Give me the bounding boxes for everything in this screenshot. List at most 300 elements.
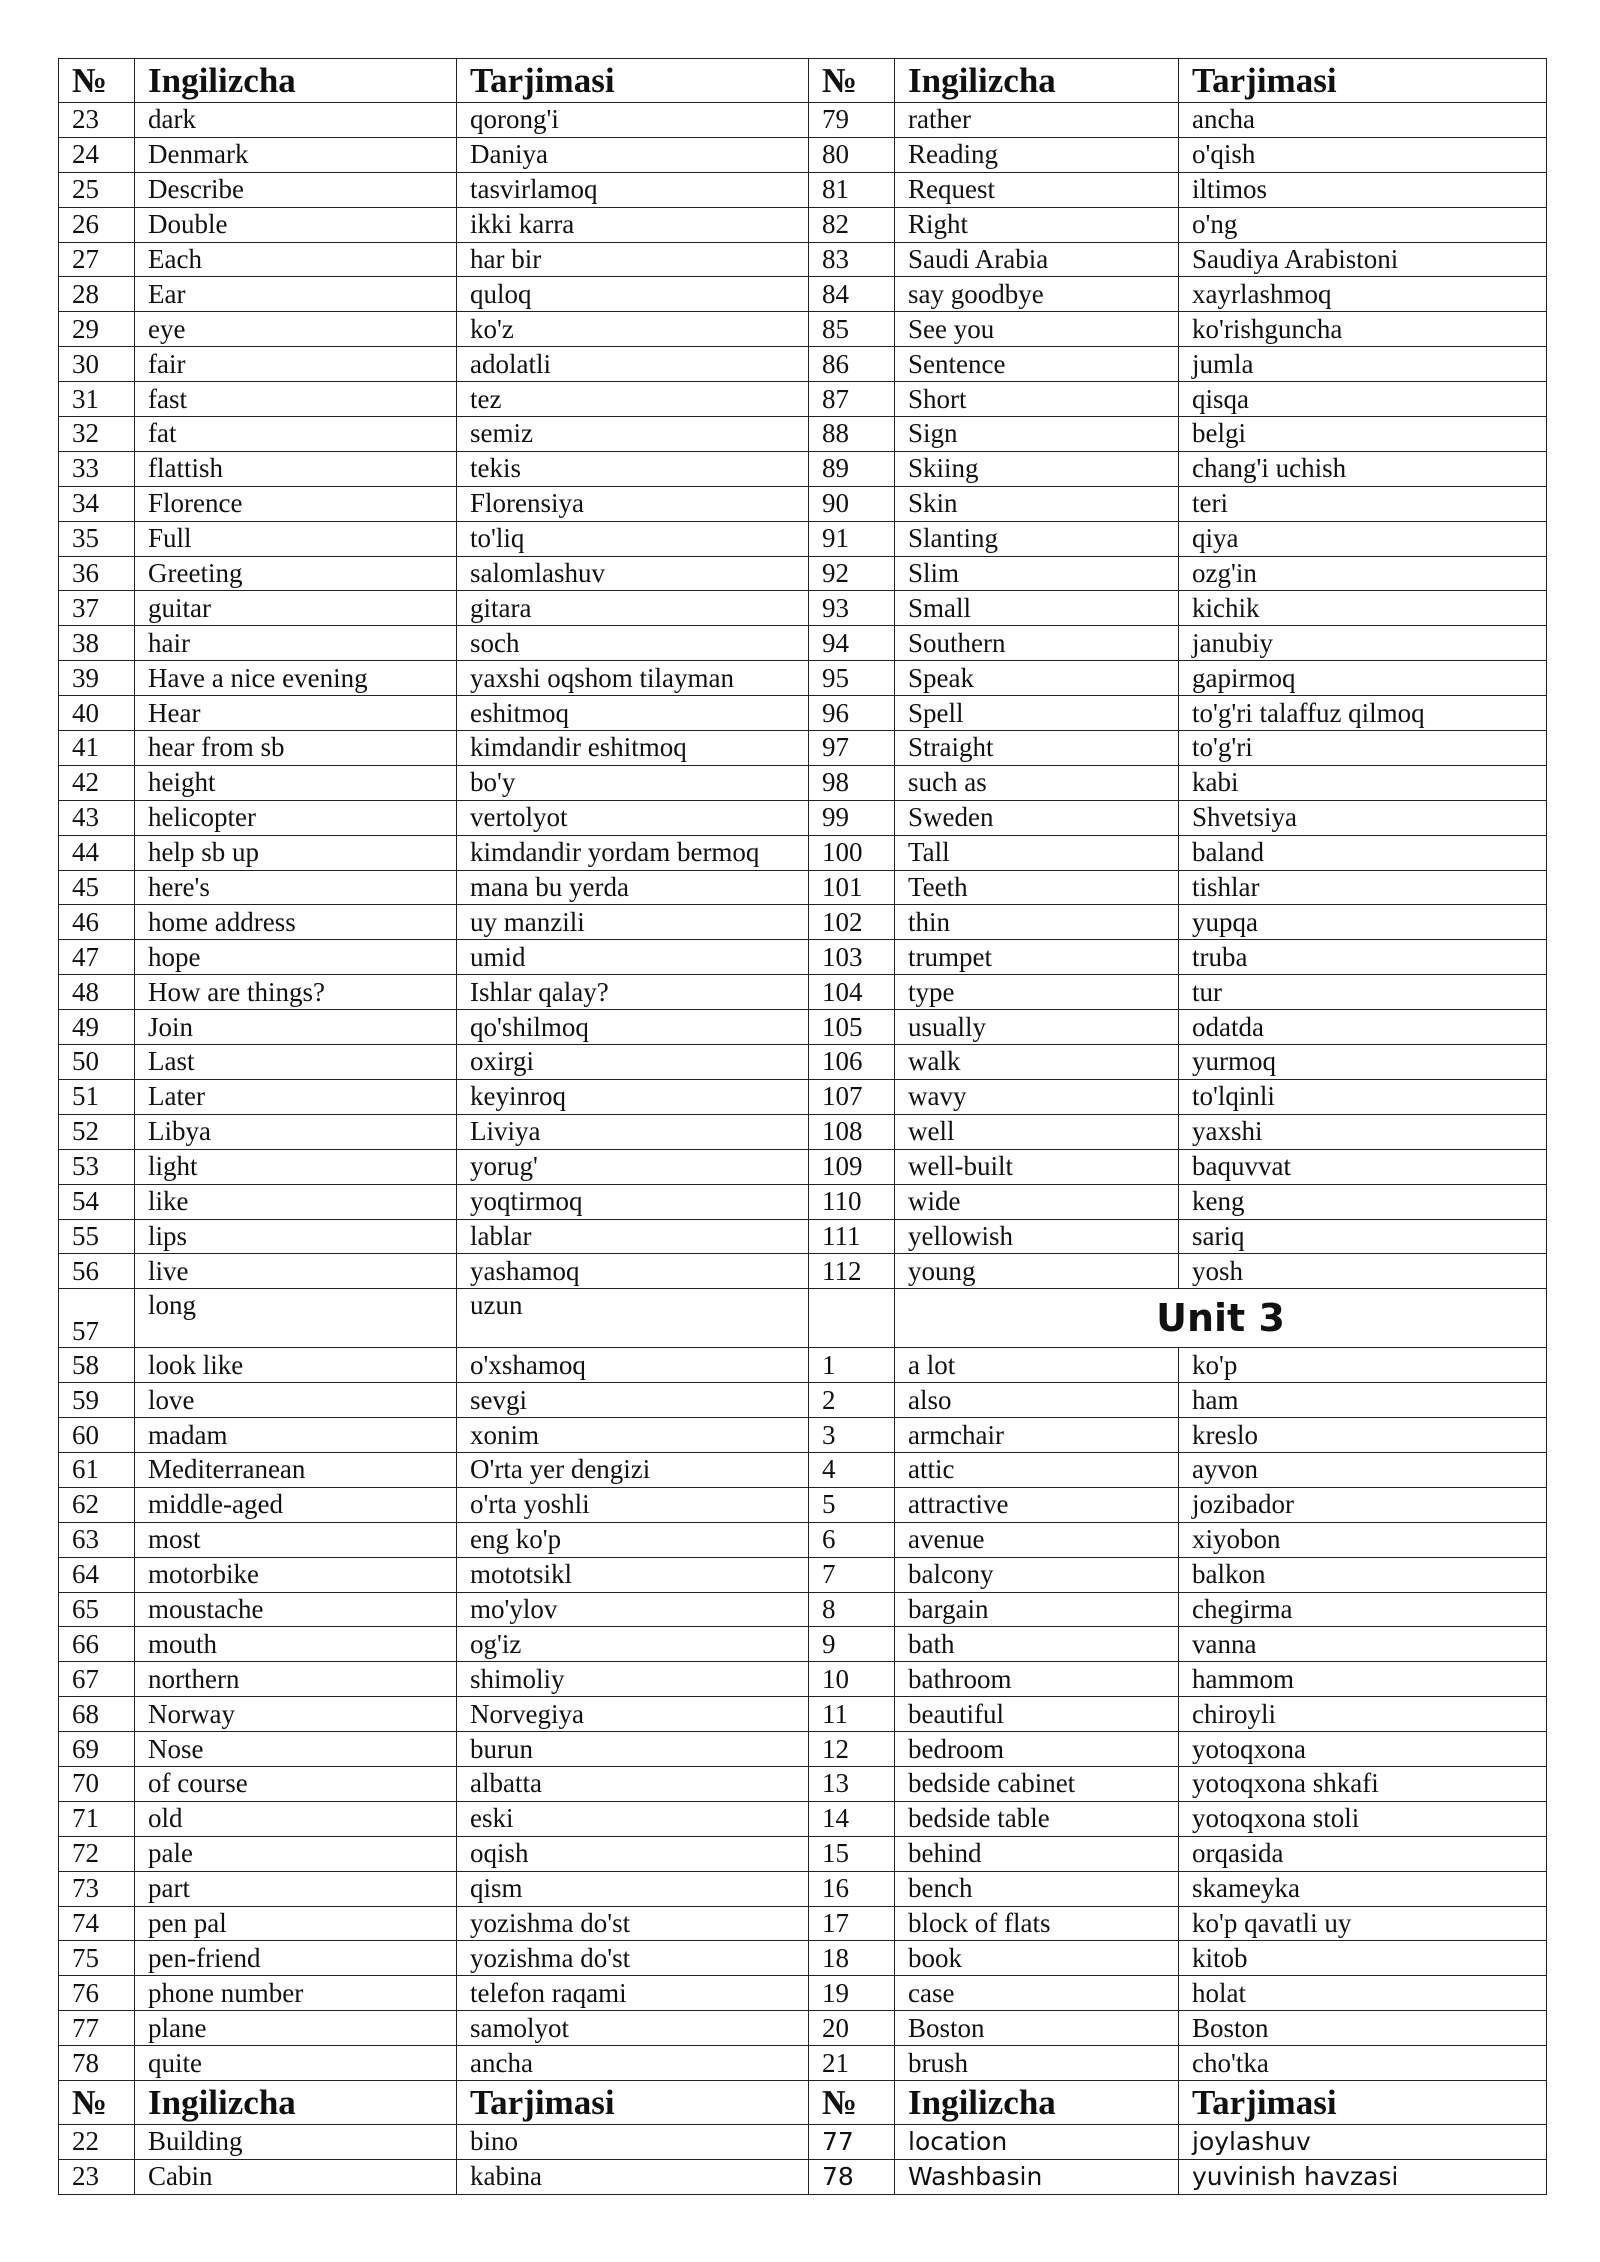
right-english-word: case xyxy=(895,1976,1179,2011)
left-translation: yorug' xyxy=(457,1149,809,1184)
right-translation: balkon xyxy=(1179,1557,1547,1592)
right-translation: joylashuv xyxy=(1179,2124,1547,2159)
left-english-word: eye xyxy=(135,312,457,347)
left-number-cell: 63 xyxy=(59,1522,135,1557)
table-row xyxy=(59,382,1547,417)
table-row xyxy=(59,835,1547,870)
left-translation: tasvirlamoq xyxy=(457,172,809,207)
right-translation: yotoqxona shkafi xyxy=(1179,1766,1547,1801)
left-english-word: hope xyxy=(135,940,457,975)
left-number-cell: 77 xyxy=(59,2011,135,2046)
right-translation: hammom xyxy=(1179,1662,1547,1697)
right-translation: qiya xyxy=(1179,521,1547,556)
table-row xyxy=(59,242,1547,277)
table-row xyxy=(59,765,1547,800)
left-number-cell: 32 xyxy=(59,417,135,452)
left-english-word: Last xyxy=(135,1045,457,1080)
right-number-cell: 102 xyxy=(809,905,895,940)
left-number-cell: 76 xyxy=(59,1976,135,2011)
right-number-cell: 109 xyxy=(809,1149,895,1184)
right-translation: Shvetsiya xyxy=(1179,800,1547,835)
left-english-word: like xyxy=(135,1184,457,1219)
right-number-cell: 14 xyxy=(809,1801,895,1836)
left-translation: uy manzili xyxy=(457,905,809,940)
right-english-word: armchair xyxy=(895,1418,1179,1453)
left-number-cell: 47 xyxy=(59,940,135,975)
left-translation: gitara xyxy=(457,591,809,626)
left-english-word: fair xyxy=(135,347,457,382)
left-english-word: moustache xyxy=(135,1592,457,1627)
left-number-cell: 37 xyxy=(59,591,135,626)
left-english-word: motorbike xyxy=(135,1557,457,1592)
right-number-cell: 17 xyxy=(809,1906,895,1941)
right-english-word: thin xyxy=(895,905,1179,940)
right-number-cell: 77 xyxy=(809,2124,895,2159)
left-translation: vertolyot xyxy=(457,800,809,835)
right-number-cell: 20 xyxy=(809,2011,895,2046)
left-translation: uzun xyxy=(457,1289,809,1348)
left-number-cell: 67 xyxy=(59,1662,135,1697)
left-translation: yoqtirmoq xyxy=(457,1184,809,1219)
right-translation: kabi xyxy=(1179,765,1547,800)
left-translation: shimoliy xyxy=(457,1662,809,1697)
right-number-cell: 6 xyxy=(809,1522,895,1557)
right-english-word: rather xyxy=(895,103,1179,138)
right-number-cell: 97 xyxy=(809,731,895,766)
right-translation: ko'rishguncha xyxy=(1179,312,1547,347)
right-english-word: Slanting xyxy=(895,521,1179,556)
right-english-word: young xyxy=(895,1254,1179,1289)
right-english-word: usually xyxy=(895,1010,1179,1045)
right-translation: teri xyxy=(1179,486,1547,521)
left-number-cell: 56 xyxy=(59,1254,135,1289)
header-translation-left: Tarjimasi xyxy=(457,59,809,103)
left-translation: semiz xyxy=(457,417,809,452)
table-row xyxy=(59,2159,1547,2194)
left-translation: ko'z xyxy=(457,312,809,347)
left-english-word: pen pal xyxy=(135,1906,457,1941)
right-translation: baland xyxy=(1179,835,1547,870)
left-english-word: live xyxy=(135,1254,457,1289)
left-english-word: Libya xyxy=(135,1114,457,1149)
left-number-cell: 23 xyxy=(59,2159,135,2194)
left-english-word: guitar xyxy=(135,591,457,626)
left-english-word: pale xyxy=(135,1836,457,1871)
table-row xyxy=(59,312,1547,347)
right-english-word: brush xyxy=(895,2046,1179,2081)
left-translation: qorong'i xyxy=(457,103,809,138)
left-number-cell: 65 xyxy=(59,1592,135,1627)
right-english-word: Speak xyxy=(895,661,1179,696)
left-translation: eski xyxy=(457,1801,809,1836)
right-number-cell: 21 xyxy=(809,2046,895,2081)
left-english-word: Double xyxy=(135,207,457,242)
right-translation: chegirma xyxy=(1179,1592,1547,1627)
table-row xyxy=(59,800,1547,835)
right-translation: yotoqxona stoli xyxy=(1179,1801,1547,1836)
right-translation: xayrlashmoq xyxy=(1179,277,1547,312)
left-number-cell: 29 xyxy=(59,312,135,347)
table-row xyxy=(59,2046,1547,2081)
right-number-cell: 93 xyxy=(809,591,895,626)
left-number-cell: 62 xyxy=(59,1487,135,1522)
right-number-cell: 107 xyxy=(809,1079,895,1114)
right-number-cell: 95 xyxy=(809,661,895,696)
left-translation: o'rta yoshli xyxy=(457,1487,809,1522)
table-row xyxy=(59,1348,1547,1383)
left-english-word: Join xyxy=(135,1010,457,1045)
right-number-cell: 89 xyxy=(809,451,895,486)
right-english-word: Spell xyxy=(895,696,1179,731)
table-row xyxy=(59,905,1547,940)
table-row xyxy=(59,1184,1547,1219)
right-translation: to'g'ri talaffuz qilmoq xyxy=(1179,696,1547,731)
right-number-cell: 9 xyxy=(809,1627,895,1662)
table-row xyxy=(59,207,1547,242)
right-number-cell: 79 xyxy=(809,103,895,138)
table-row xyxy=(59,1906,1547,1941)
right-english-word: balcony xyxy=(895,1557,1179,1592)
right-translation: ayvon xyxy=(1179,1452,1547,1487)
left-translation: kabina xyxy=(457,2159,809,2194)
left-number-cell: 35 xyxy=(59,521,135,556)
right-english-word: trumpet xyxy=(895,940,1179,975)
table-row xyxy=(59,1766,1547,1801)
right-translation: yotoqxona xyxy=(1179,1732,1547,1767)
left-number-cell: 48 xyxy=(59,975,135,1010)
table-row xyxy=(59,1219,1547,1254)
left-translation: adolatli xyxy=(457,347,809,382)
table-row xyxy=(59,2124,1547,2159)
left-number-cell: 22 xyxy=(59,2124,135,2159)
left-translation: yozishma do'st xyxy=(457,1941,809,1976)
right-english-word: See you xyxy=(895,312,1179,347)
left-translation: to'liq xyxy=(457,521,809,556)
right-number-cell: 99 xyxy=(809,800,895,835)
right-english-word: bedroom xyxy=(895,1732,1179,1767)
left-translation: tekis xyxy=(457,451,809,486)
left-english-word: northern xyxy=(135,1662,457,1697)
left-english-word: light xyxy=(135,1149,457,1184)
right-number-cell: 84 xyxy=(809,277,895,312)
left-translation: oqish xyxy=(457,1836,809,1871)
left-number-cell: 55 xyxy=(59,1219,135,1254)
right-translation: kreslo xyxy=(1179,1418,1547,1453)
table-row xyxy=(59,1079,1547,1114)
table-row xyxy=(59,1871,1547,1906)
left-number-cell: 33 xyxy=(59,451,135,486)
table-row xyxy=(59,1289,1547,1348)
right-number-cell: 2 xyxy=(809,1383,895,1418)
right-translation: skameyka xyxy=(1179,1871,1547,1906)
right-english-word: Small xyxy=(895,591,1179,626)
right-english-word: Straight xyxy=(895,731,1179,766)
left-translation: Liviya xyxy=(457,1114,809,1149)
left-english-word: part xyxy=(135,1871,457,1906)
left-number-cell: 52 xyxy=(59,1114,135,1149)
right-translation: baquvvat xyxy=(1179,1149,1547,1184)
left-english-word: Hear xyxy=(135,696,457,731)
left-english-word: Each xyxy=(135,242,457,277)
header-english-right: Ingilizcha xyxy=(895,2080,1179,2124)
left-number-cell: 23 xyxy=(59,103,135,138)
right-english-word: bedside table xyxy=(895,1801,1179,1836)
left-english-word: Later xyxy=(135,1079,457,1114)
right-number-cell: 86 xyxy=(809,347,895,382)
left-number-cell: 24 xyxy=(59,137,135,172)
right-english-word: bathroom xyxy=(895,1662,1179,1697)
left-number-cell: 59 xyxy=(59,1383,135,1418)
left-number-cell: 44 xyxy=(59,835,135,870)
left-number-cell: 66 xyxy=(59,1627,135,1662)
right-english-word: attractive xyxy=(895,1487,1179,1522)
right-number-cell: 18 xyxy=(809,1941,895,1976)
left-number-cell: 50 xyxy=(59,1045,135,1080)
left-english-word: love xyxy=(135,1383,457,1418)
left-number-cell: 46 xyxy=(59,905,135,940)
right-number-cell: 94 xyxy=(809,626,895,661)
right-translation: yurmoq xyxy=(1179,1045,1547,1080)
left-translation: eshitmoq xyxy=(457,696,809,731)
table-row xyxy=(59,137,1547,172)
right-english-word: Boston xyxy=(895,2011,1179,2046)
left-number-cell: 57 xyxy=(59,1289,135,1348)
right-number-cell: 12 xyxy=(809,1732,895,1767)
right-english-word: Short xyxy=(895,382,1179,417)
right-translation: ozg'in xyxy=(1179,556,1547,591)
left-number-cell: 71 xyxy=(59,1801,135,1836)
table-row xyxy=(59,940,1547,975)
table-row xyxy=(59,1732,1547,1767)
right-number-cell: 112 xyxy=(809,1254,895,1289)
table-row xyxy=(59,1149,1547,1184)
left-translation: xonim xyxy=(457,1418,809,1453)
right-translation: jozibador xyxy=(1179,1487,1547,1522)
right-translation: ancha xyxy=(1179,103,1547,138)
left-number-cell: 75 xyxy=(59,1941,135,1976)
right-english-word: Right xyxy=(895,207,1179,242)
table-row xyxy=(59,556,1547,591)
left-english-word: How are things? xyxy=(135,975,457,1010)
left-english-word: plane xyxy=(135,2011,457,2046)
left-number-cell: 74 xyxy=(59,1906,135,1941)
right-translation: holat xyxy=(1179,1976,1547,2011)
left-english-word: home address xyxy=(135,905,457,940)
left-number-cell: 69 xyxy=(59,1732,135,1767)
right-translation: orqasida xyxy=(1179,1836,1547,1871)
left-translation: eng ko'p xyxy=(457,1522,809,1557)
table-row xyxy=(59,1522,1547,1557)
right-number-cell: 111 xyxy=(809,1219,895,1254)
right-english-word: behind xyxy=(895,1836,1179,1871)
left-translation: har bir xyxy=(457,242,809,277)
table-row xyxy=(59,277,1547,312)
right-translation: chang'i uchish xyxy=(1179,451,1547,486)
table-row xyxy=(59,1836,1547,1871)
table-row xyxy=(59,1557,1547,1592)
left-english-word: Full xyxy=(135,521,457,556)
left-english-word: flattish xyxy=(135,451,457,486)
left-english-word: middle-aged xyxy=(135,1487,457,1522)
left-translation: og'iz xyxy=(457,1627,809,1662)
right-number-cell xyxy=(809,1289,895,1348)
right-number-cell: 1 xyxy=(809,1348,895,1383)
left-translation: oxirgi xyxy=(457,1045,809,1080)
right-number-cell: 100 xyxy=(809,835,895,870)
right-number-cell: 80 xyxy=(809,137,895,172)
right-english-word: beautiful xyxy=(895,1697,1179,1732)
right-english-word: a lot xyxy=(895,1348,1179,1383)
header-num-left: № xyxy=(59,2080,135,2124)
left-english-word: Greeting xyxy=(135,556,457,591)
right-translation: ko'p qavatli uy xyxy=(1179,1906,1547,1941)
left-english-word: hear from sb xyxy=(135,731,457,766)
left-english-word: helicopter xyxy=(135,800,457,835)
right-number-cell: 103 xyxy=(809,940,895,975)
right-translation: o'qish xyxy=(1179,137,1547,172)
left-number-cell: 68 xyxy=(59,1697,135,1732)
left-translation: yozishma do'st xyxy=(457,1906,809,1941)
left-translation: qism xyxy=(457,1871,809,1906)
left-number-cell: 60 xyxy=(59,1418,135,1453)
left-number-cell: 26 xyxy=(59,207,135,242)
left-english-word: old xyxy=(135,1801,457,1836)
left-english-word: most xyxy=(135,1522,457,1557)
table-row xyxy=(59,1418,1547,1453)
right-english-word: Request xyxy=(895,172,1179,207)
left-translation: qo'shilmoq xyxy=(457,1010,809,1045)
left-number-cell: 28 xyxy=(59,277,135,312)
right-number-cell: 98 xyxy=(809,765,895,800)
left-translation: kimdandir eshitmoq xyxy=(457,731,809,766)
table-row xyxy=(59,1976,1547,2011)
right-english-word: Saudi Arabia xyxy=(895,242,1179,277)
left-english-word: help sb up xyxy=(135,835,457,870)
right-number-cell: 11 xyxy=(809,1697,895,1732)
right-number-cell: 85 xyxy=(809,312,895,347)
right-number-cell: 5 xyxy=(809,1487,895,1522)
table-row xyxy=(59,1010,1547,1045)
right-number-cell: 90 xyxy=(809,486,895,521)
right-english-word: walk xyxy=(895,1045,1179,1080)
right-english-word: location xyxy=(895,2124,1179,2159)
right-translation: xiyobon xyxy=(1179,1522,1547,1557)
table-row xyxy=(59,626,1547,661)
right-number-cell: 106 xyxy=(809,1045,895,1080)
right-english-word: Sign xyxy=(895,417,1179,452)
header-row xyxy=(59,2080,1547,2124)
right-number-cell: 19 xyxy=(809,1976,895,2011)
right-translation: gapirmoq xyxy=(1179,661,1547,696)
left-translation: kimdandir yordam bermoq xyxy=(457,835,809,870)
right-translation: tishlar xyxy=(1179,870,1547,905)
left-number-cell: 39 xyxy=(59,661,135,696)
right-number-cell: 15 xyxy=(809,1836,895,1871)
right-number-cell: 88 xyxy=(809,417,895,452)
right-number-cell: 87 xyxy=(809,382,895,417)
table-row xyxy=(59,1114,1547,1149)
left-number-cell: 31 xyxy=(59,382,135,417)
left-number-cell: 30 xyxy=(59,347,135,382)
left-number-cell: 51 xyxy=(59,1079,135,1114)
right-number-cell: 13 xyxy=(809,1766,895,1801)
right-number-cell: 3 xyxy=(809,1418,895,1453)
left-translation: telefon raqami xyxy=(457,1976,809,2011)
right-translation: cho'tka xyxy=(1179,2046,1547,2081)
right-translation: belgi xyxy=(1179,417,1547,452)
right-english-word: bench xyxy=(895,1871,1179,1906)
table-row xyxy=(59,1662,1547,1697)
left-number-cell: 73 xyxy=(59,1871,135,1906)
table-row xyxy=(59,172,1547,207)
left-number-cell: 43 xyxy=(59,800,135,835)
right-number-cell: 101 xyxy=(809,870,895,905)
left-translation: mototsikl xyxy=(457,1557,809,1592)
right-english-word: block of flats xyxy=(895,1906,1179,1941)
left-english-word: madam xyxy=(135,1418,457,1453)
left-translation: O'rta yer dengizi xyxy=(457,1452,809,1487)
right-english-word: Skiing xyxy=(895,451,1179,486)
right-translation: qisqa xyxy=(1179,382,1547,417)
right-english-word: bedside cabinet xyxy=(895,1766,1179,1801)
table-row xyxy=(59,2011,1547,2046)
right-translation: truba xyxy=(1179,940,1547,975)
right-english-word: well xyxy=(895,1114,1179,1149)
right-number-cell: 82 xyxy=(809,207,895,242)
header-english-right: Ingilizcha xyxy=(895,59,1179,103)
right-english-word: wavy xyxy=(895,1079,1179,1114)
right-number-cell: 83 xyxy=(809,242,895,277)
right-number-cell: 7 xyxy=(809,1557,895,1592)
right-translation: o'ng xyxy=(1179,207,1547,242)
left-number-cell: 49 xyxy=(59,1010,135,1045)
left-english-word: Ear xyxy=(135,277,457,312)
left-translation: Ishlar qalay? xyxy=(457,975,809,1010)
right-english-word: Sweden xyxy=(895,800,1179,835)
table-row xyxy=(59,1592,1547,1627)
left-english-word: pen-friend xyxy=(135,1941,457,1976)
table-row xyxy=(59,1941,1547,1976)
header-row xyxy=(59,59,1547,103)
right-translation: yupqa xyxy=(1179,905,1547,940)
right-english-word: Teeth xyxy=(895,870,1179,905)
left-translation: tez xyxy=(457,382,809,417)
left-translation: o'xshamoq xyxy=(457,1348,809,1383)
unit-heading: Unit 3 xyxy=(895,1289,1547,1348)
table-row xyxy=(59,1697,1547,1732)
table-row xyxy=(59,1487,1547,1522)
right-translation: iltimos xyxy=(1179,172,1547,207)
left-translation: Florensiya xyxy=(457,486,809,521)
right-translation: Saudiya Arabistoni xyxy=(1179,242,1547,277)
table-row xyxy=(59,870,1547,905)
table-row xyxy=(59,451,1547,486)
right-translation: Boston xyxy=(1179,2011,1547,2046)
right-english-word: Southern xyxy=(895,626,1179,661)
right-english-word: book xyxy=(895,1941,1179,1976)
table-row xyxy=(59,417,1547,452)
left-translation: lablar xyxy=(457,1219,809,1254)
right-translation: janubiy xyxy=(1179,626,1547,661)
left-number-cell: 64 xyxy=(59,1557,135,1592)
left-number-cell: 41 xyxy=(59,731,135,766)
header-english-left: Ingilizcha xyxy=(135,59,457,103)
right-number-cell: 16 xyxy=(809,1871,895,1906)
table-row xyxy=(59,347,1547,382)
left-number-cell: 54 xyxy=(59,1184,135,1219)
right-translation: odatda xyxy=(1179,1010,1547,1045)
left-number-cell: 58 xyxy=(59,1348,135,1383)
